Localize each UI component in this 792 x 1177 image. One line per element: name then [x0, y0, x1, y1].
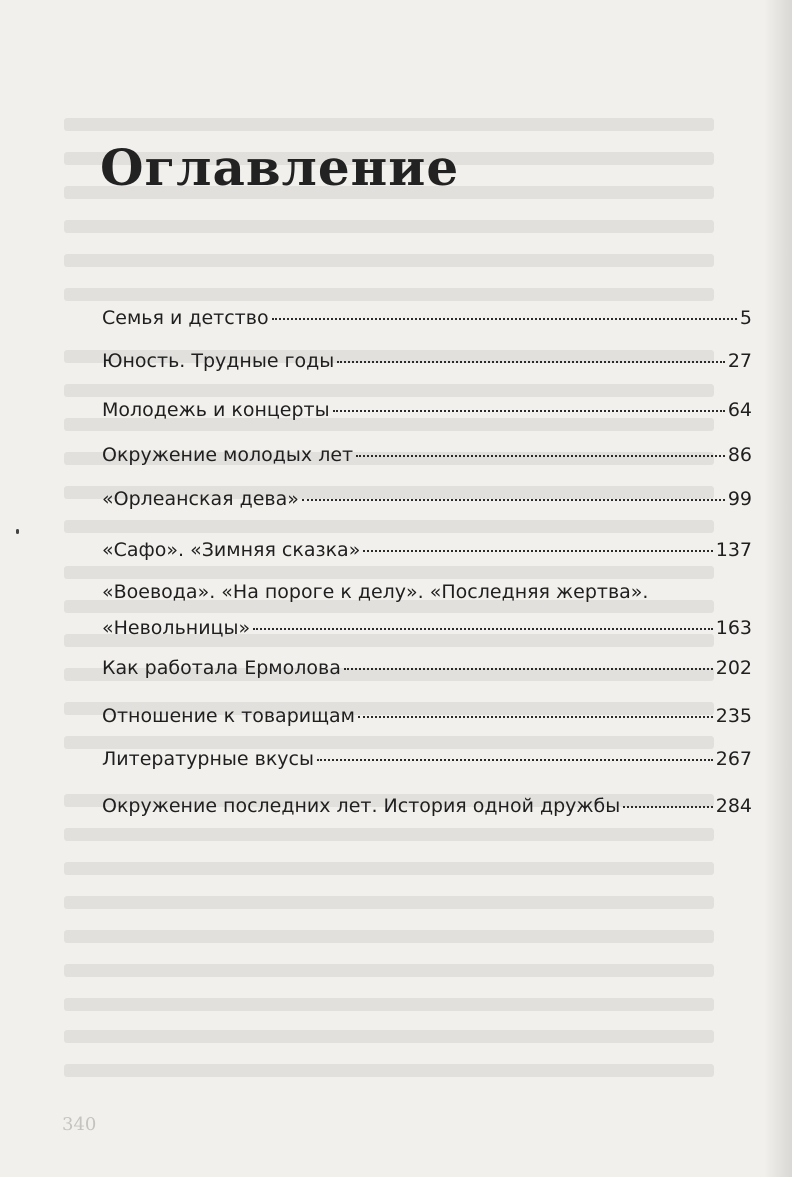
toc-entry-title: Отношение к товарищам [102, 705, 355, 727]
dot-leader [623, 806, 712, 808]
dot-leader [302, 499, 725, 501]
toc-entry-title: Семья и детство [102, 307, 269, 329]
toc-entry-page: 202 [715, 657, 752, 679]
toc-entry-title: Молодежь и концерты [102, 399, 330, 421]
toc-entry-title: «Орлеанская дева» [102, 488, 299, 510]
dot-leader [358, 716, 713, 718]
toc-entry-title: Литературные вкусы [102, 748, 314, 770]
toc-entry [102, 704, 752, 728]
toc-entry [102, 794, 752, 818]
toc-entry [102, 656, 752, 680]
toc-entry [102, 747, 752, 771]
toc-entry [102, 349, 752, 373]
toc-entry-title: Юность. Трудные годы [102, 350, 335, 372]
ink-speck [16, 529, 19, 534]
toc-entry [102, 538, 752, 562]
toc-entry-title: «Невольницы» [102, 617, 251, 639]
toc-entry-page: 284 [715, 795, 752, 817]
dot-leader [317, 759, 713, 761]
toc-entry-page: 235 [715, 705, 752, 727]
dot-leader [337, 361, 725, 363]
toc-entry-title-line1: «Воевода». «На пороге к делу». «Последняя жертва». [102, 581, 649, 603]
dot-leader [344, 668, 713, 670]
toc-entry-title: Окружение последних лет. История одной дружбы [102, 795, 621, 817]
toc-entry-page: 163 [715, 617, 752, 639]
toc-entry-page: 99 [727, 488, 752, 510]
toc-entry-page: 267 [715, 748, 752, 770]
toc-entry [102, 398, 752, 422]
toc-entry-page: 27 [727, 350, 752, 372]
dot-leader [363, 550, 712, 552]
show-through-page-number: 340 [62, 1114, 97, 1135]
toc-entry-title: «Сафо». «Зимняя сказка» [102, 539, 361, 561]
dot-leader [333, 410, 725, 412]
toc-entry-page: 137 [715, 539, 752, 561]
toc-entry-page: 64 [727, 399, 752, 421]
dot-leader [356, 455, 725, 457]
toc-entry-page: 86 [727, 444, 752, 466]
dot-leader [253, 628, 713, 630]
toc-entry [102, 306, 752, 330]
page-fold-shadow [764, 0, 792, 1177]
toc-entry [102, 487, 752, 511]
toc-entry [102, 443, 752, 467]
page-title: Оглавление [100, 138, 460, 197]
toc-entry-title: Как работала Ермолова [102, 657, 341, 679]
toc-entry [102, 580, 752, 640]
dot-leader [272, 318, 737, 320]
toc-entry-title: Окружение молодых лет [102, 444, 354, 466]
toc-entry-page: 5 [739, 307, 752, 329]
